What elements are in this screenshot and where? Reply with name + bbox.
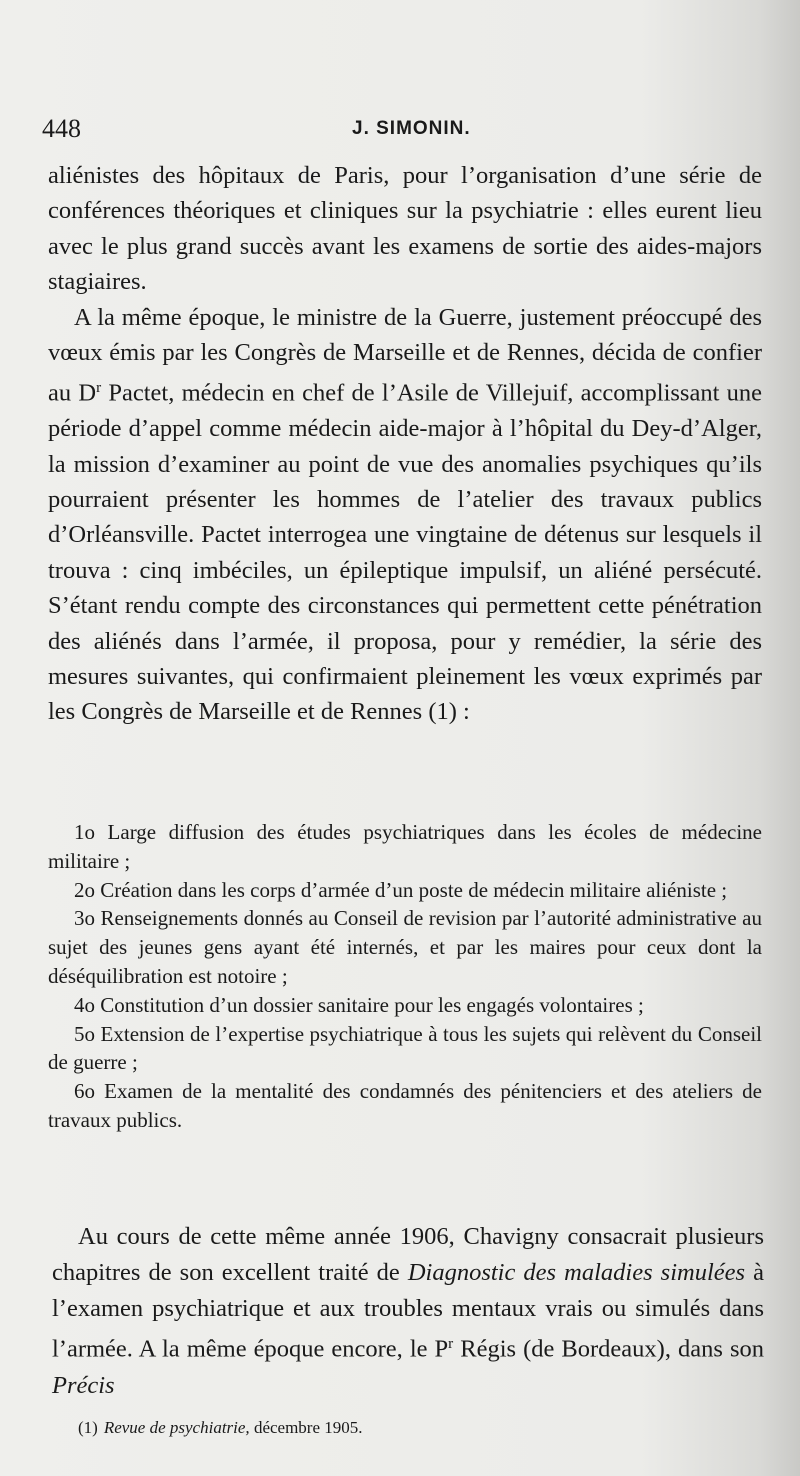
footnote-number: (1): [78, 1418, 98, 1437]
superscript-r: r: [96, 379, 102, 397]
paragraph-3-part-b: à l’examen psychiatrique et aux troubles mentaux vrais ou simulés dans l’armée. A la même époque encore, le P: [52, 1258, 764, 1363]
measures-list: [48, 818, 762, 1135]
paragraph-3: [52, 1219, 764, 1403]
paragraph-2: [48, 300, 762, 730]
book-title-precis: Précis: [52, 1371, 115, 1399]
paragraph-2-part-a: A la même époque, le ministre de la Guerre, justement préoccupé des vœux émis par les Congrès de Marseille et de Rennes, décida de confier au D: [48, 303, 762, 407]
running-head: J. SIMONIN.: [352, 118, 471, 139]
closing-text: [52, 1219, 764, 1403]
list-item: 5o Extension de l’expertise psychiatrique à tous les sujets qui relèvent du Conseil de guerre ;: [48, 1021, 762, 1075]
footnote-journal: Revue de psychiatrie,: [103, 1418, 250, 1437]
list-item: 6o Examen de la mentalité des condamnés des pénitenciers et des ateliers de travaux publics.: [48, 1079, 762, 1132]
list-item: 4o Constitution d’un dossier sanitaire pour les engagés volontaires ;: [74, 992, 644, 1017]
footnote: [78, 1418, 363, 1438]
list-item: 3o Renseignements donnés au Conseil de revision par l’autorité administrative au sujet des jeunes gens ayant été internés, et par les maires pour ceux dont la déséquilibration est notoire ;: [48, 906, 762, 988]
page-number: 448: [42, 114, 81, 143]
list-item: 1o Large diffusion des études psychiatriques dans les écoles de médecine militaire ;: [48, 820, 762, 873]
paragraph-3-part-a: Au cours de cette même année 1906, Chavigny consacrait plusieurs chapitres de son excellent traité de: [52, 1223, 764, 1286]
paragraph-1: aliénistes des hôpitaux de Paris, pour l’organisation d’une série de conférences théoriques et cliniques sur la psychiatrie : elles eurent lieu avec le plus grand succès avant les examens de sortie des aides-majors stagiaires.: [48, 162, 762, 296]
list-item: 2o Création dans les corps d’armée d’un poste de médecin militaire aliéniste ;: [74, 877, 728, 902]
main-text: [48, 158, 762, 730]
page-header: [42, 114, 762, 148]
superscript-r: r: [448, 1335, 454, 1353]
paragraph-3-part-c: Régis (de Bordeaux), dans son: [453, 1335, 764, 1363]
book-title-diagnostic: Diagnostic des maladies simulées: [407, 1258, 746, 1286]
paragraph-2-part-b: Pactet, médecin en chef de l’Asile de Villejuif, accomplissant une période d’appel comme médecin aide-major à l’hôpital du Dey-d’Alger, la mission d’examiner au point de vue des anomalies psychiques qu’ils pourraient présenter les hommes de l’atelier des travaux publics d’Orléansville. Pactet interrogea une vingtaine de détenus sur lesquels il trouva : cinq imbéciles, un épileptique impulsif, un aliéné persécuté. S’étant rendu compte des circonstances qui permettent cette pénétration des aliénés dans l’armée, il proposa, pour y remédier, la série des mesures suivantes, qui confirmaient pleinement les vœux exprimés par les Congrès de Marseille et de Rennes (1) :: [48, 379, 763, 726]
footnote-date: décembre 1905.: [249, 1418, 363, 1437]
